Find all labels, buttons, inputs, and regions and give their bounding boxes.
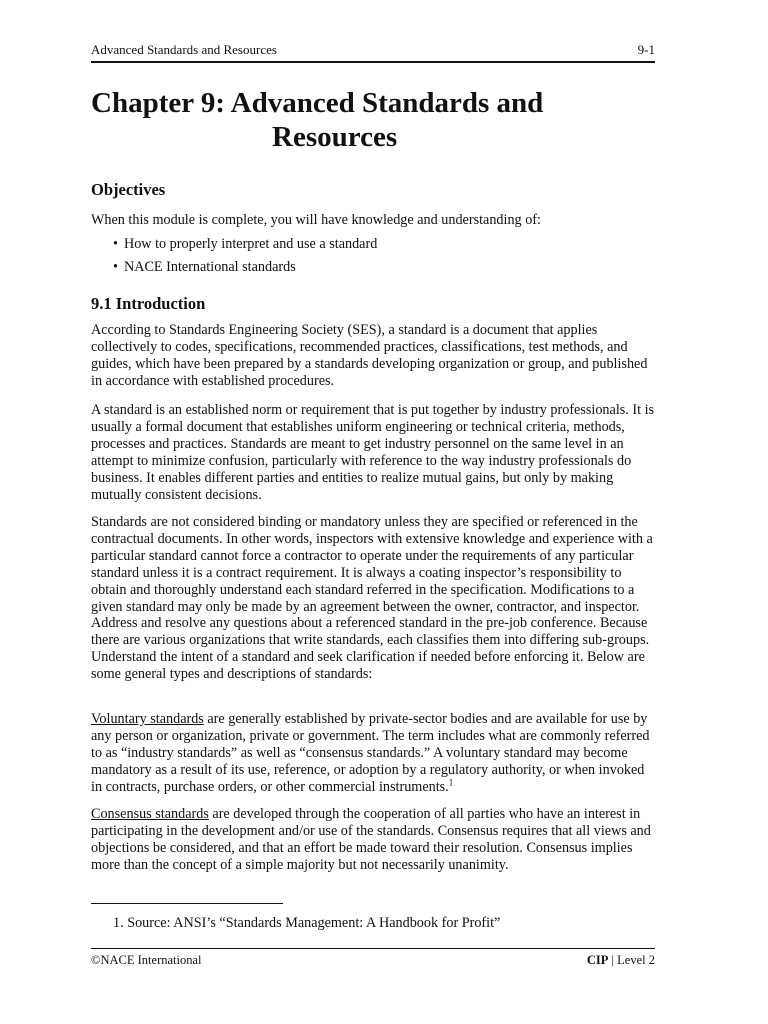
document-page bbox=[91, 0, 655, 1024]
consensus-standards-term: Consensus standards bbox=[91, 806, 209, 822]
footnote-rule bbox=[91, 903, 283, 904]
chapter-title-line1: Chapter 9: Advanced Standards and bbox=[91, 87, 544, 119]
consensus-standards-paragraph bbox=[91, 806, 655, 874]
footer-rule bbox=[91, 948, 655, 949]
separator: | bbox=[608, 953, 618, 967]
voluntary-standards-paragraph bbox=[91, 711, 655, 796]
chapter-title bbox=[91, 86, 543, 154]
program-level bbox=[587, 953, 655, 968]
intro-paragraph-1: According to Standards Engineering Society (SES), a standard is a document that applies collectively to codes, specifications, recommended practices, classifications, test methods, and guides, which have been prepared by a standards developing organization or group, and published in accordance with established procedures. bbox=[91, 322, 648, 389]
running-footer bbox=[91, 953, 655, 968]
objectives-heading: Objectives bbox=[91, 180, 166, 199]
objectives-list bbox=[113, 234, 377, 280]
running-title: Advanced Standards and Resources bbox=[91, 42, 277, 57]
introduction-heading: 9.1 Introduction bbox=[91, 294, 206, 313]
level: Level 2 bbox=[617, 953, 655, 967]
program-name: CIP bbox=[586, 953, 609, 967]
list-item: • How to properly interpret and use a standard bbox=[113, 234, 377, 257]
intro-paragraph-3: Standards are not considered binding or mandatory unless they are specified or referenced in the contractual documents. In other words, inspectors with extensive knowledge and experience with a particular standard cannot force a contractor to operate under the requirements of any particular standard unless it is a contract requirement. It is always a coating inspector’s responsibility to obtain and thoroughly understand each standard referred in the specification. Modifications to a given standard may only be made by an agreement between the owner, contractor, and inspector. Address and resolve any questions about a referenced standard in the pre-job conference. Because there are various organizations that write standards, each classifies them into differing sub-groups. Understand the intent of a standard and seek clarification if needed before enforcing it. Below are some general types and descriptions of standards: bbox=[91, 514, 653, 683]
list-item: • NACE International standards bbox=[113, 257, 377, 280]
voluntary-standards-term: Voluntary standards bbox=[91, 711, 204, 727]
intro-paragraph-2: A standard is an established norm or requirement that is put together by industry professionals. It is usually a formal document that establishes uniform engineering or technical criteria, methods, processes and practices. Standards are meant to get industry personnel on the same level in an attempt to minimize confusion, particularly with reference to the way industry professionals do business. It enables different parties and entities to realize mutual gains, but only by making mutually consistent decisions. bbox=[91, 402, 655, 503]
chapter-title-line2: Resources bbox=[272, 121, 398, 153]
footnote-marker: 1 bbox=[448, 776, 454, 787]
objectives-intro: When this module is complete, you will have knowledge and understanding of: bbox=[91, 212, 541, 228]
voluntary-standards-text: are generally established by private-sector bodies and are available for use by any person or organization, private or government. The term includes what are commonly referred to as “industry standards” as well as “consensus standards.” A voluntary standard may become mandatory as a result of its use, reference, or adoption by a regulatory authority, or when invoked in contracts, purchase orders, or other commercial instruments. bbox=[91, 711, 650, 795]
page-number: 9-1 bbox=[637, 42, 655, 57]
consensus-standards-text: are developed through the cooperation of all parties who have an interest in participating in the development and/or use of the standards. Consensus requires that all views and objections be considered, and that an effort be made toward their resolution. Consensus implies more than the concept of a simple majority but not necessarily unanimity. bbox=[91, 806, 651, 873]
copyright: ©NACE International bbox=[91, 953, 202, 967]
header-rule bbox=[91, 61, 655, 63]
running-header bbox=[91, 42, 655, 58]
footnote: 1. Source: ANSI’s “Standards Management: A Handbook for Profit” bbox=[113, 915, 501, 931]
